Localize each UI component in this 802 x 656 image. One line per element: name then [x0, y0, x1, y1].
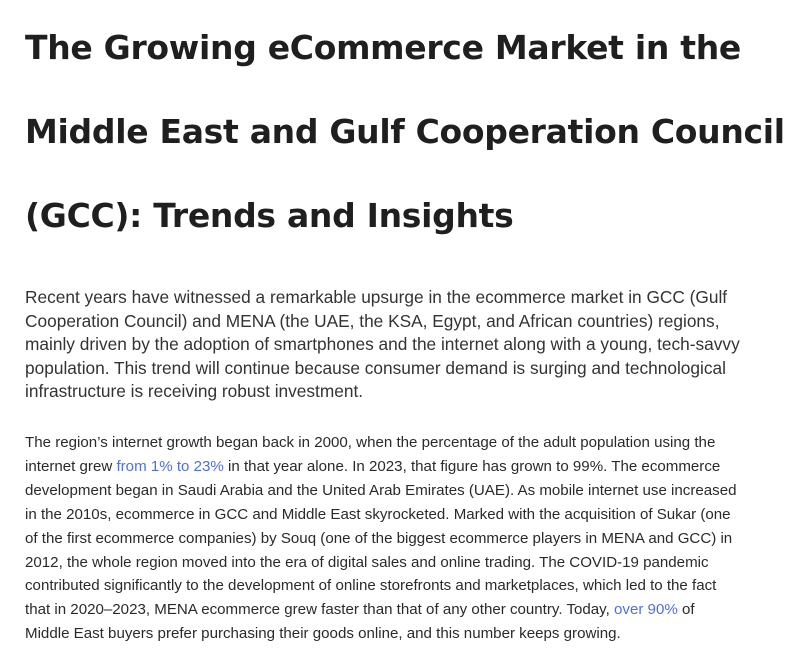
buyers-percentage-link[interactable]: over 90%: [614, 601, 678, 619]
body-line: Middle East buyers prefer purchasing their goods online, and this number keeps growing.: [25, 625, 621, 643]
intro-line: mainly driven by the adoption of smartphones and the internet along with a young, tech-savvy: [25, 334, 740, 355]
intro-paragraph: [25, 286, 785, 404]
body-line: of the first ecommerce companies) by Souq (one of the biggest ecommerce players in MENA and GCC) in: [25, 529, 733, 547]
body-text: of: [677, 601, 695, 619]
title-line: (GCC): Trends and Insights: [25, 196, 514, 235]
title-line: The Growing eCommerce Market in the: [25, 28, 741, 67]
internet-growth-link[interactable]: from 1% to 23%: [116, 457, 224, 475]
body-text: in that year alone. In 2023, that figure has grown to 99%. The ecommerce: [223, 457, 721, 475]
body-paragraph: [25, 431, 785, 646]
article: [25, 0, 785, 643]
intro-line: Cooperation Council) and MENA (the UAE, the KSA, Egypt, and African countries) regions,: [25, 310, 720, 331]
article-title: [25, 0, 785, 258]
body-line: development began in Saudi Arabia and the United Arab Emirates (UAE). As mobile internet use increased: [25, 481, 737, 499]
body-line: 2012, the whole region moved into the era of digital sales and online trading. The COVID-19 pandemic: [25, 553, 709, 571]
body-line: [25, 455, 785, 479]
body-line: in the 2010s, ecommerce in GCC and Middle East skyrocketed. Marked with the acquisition of Sukar (one: [25, 505, 731, 523]
body-text: that in 2020–2023, MENA ecommerce grew faster than that of any other country. Today,: [25, 601, 614, 619]
intro-line: population. This trend will continue because consumer demand is surging and technological: [25, 357, 726, 378]
title-line: Middle East and Gulf Cooperation Council: [25, 112, 785, 151]
intro-line: infrastructure is receiving robust investment.: [25, 381, 364, 402]
body-line: contributed significantly to the development of online storefronts and marketplaces, which led to the fact: [25, 577, 717, 595]
body-text: internet grew: [25, 457, 117, 475]
intro-line: Recent years have witnessed a remarkable upsurge in the ecommerce market in GCC (Gulf: [25, 287, 728, 307]
body-line: [25, 598, 785, 622]
body-line: The region’s internet growth began back in 2000, when the percentage of the adult population using the: [25, 434, 716, 451]
